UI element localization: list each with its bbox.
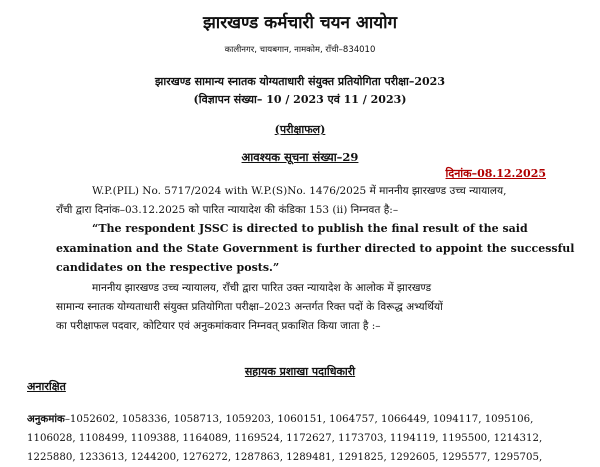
paragraph-line: का परीक्षाफल पदवार, कोटियार एवं अनुकमांकवार निम्नवत् प्रकाशित किया जाता है :–	[56, 320, 381, 332]
paragraph-line: राँची द्वारा दिनांक–03.12.2025 को पारित न्यायादेश की कंडिका 153 (ii) निम्नवत है:–	[56, 204, 399, 216]
roll-number-list	[27, 410, 595, 467]
notice-title: आवश्यक सूचना संख्या–29	[241, 150, 359, 164]
paragraph-line: सामान्य स्नातक योग्यताधारी संयुक्त प्रतियोगिता परीक्षा–2023 अन्तर्गत रिक्त पदों के विरूद्ध अभ्यर्थियों	[56, 301, 443, 313]
court-reference-paragraph	[56, 182, 568, 220]
notice-date: दिनांक–08.12.2025	[445, 167, 546, 180]
category-heading: अनारक्षित	[27, 380, 66, 393]
roll-line: 1106028, 1108499, 1109388, 1164089, 1169524, 1172627, 1173703, 1194119, 1195500, 1214312,	[27, 433, 543, 444]
advertisement-line: (विज्ञापन संख्या– 10 / 2023 एवं 11 / 2023)	[193, 93, 407, 106]
org-address: कालीनगर, चायबगान, नामकोम, राँची–834010	[224, 45, 376, 55]
quote-line: “The respondent JSSC is directed to publish the final result of the said	[92, 222, 528, 235]
result-label: (परीक्षाफल)	[274, 123, 326, 136]
quote-line: examination and the State Government is further directed to appoint the successful	[56, 241, 575, 255]
paragraph-line: W.P.(PIL) No. 5717/2024 with W.P.(S)No. 1476/2025 में माननीय झारखण्ड उच्च न्यायालय,	[92, 185, 507, 197]
court-quote	[56, 219, 575, 278]
roll-label: अनुकमांक	[27, 413, 65, 425]
post-title: सहायक प्रशाखा पदाधिकारी	[244, 365, 356, 378]
roll-line: 1225880, 1233613, 1244200, 1276272, 1287863, 1289481, 1291825, 1292605, 1295577, 1295705,	[27, 452, 543, 463]
result-intro-paragraph	[56, 279, 568, 336]
quote-line: candidates on the respective posts.”	[56, 261, 280, 274]
roll-numbers: 1052602, 1058336, 1058713, 1059203, 1060151, 1064757, 1066449, 1094117, 1095106,	[69, 414, 534, 425]
paragraph-line: माननीय झारखण्ड उच्च न्यायालय, राँची द्वारा पारित उक्त न्यायादेश के आलोक में झारखण्ड	[92, 282, 432, 294]
exam-title: झारखण्ड सामान्य स्नातक योग्यताधारी संयुक्त प्रतियोगिता परीक्षा–2023	[155, 75, 445, 88]
roll-line: अनुकमांक–1052602, 1058336, 1058713, 1059203, 1060151, 1064757, 1066449, 1094117, 1095106,	[27, 413, 534, 425]
org-title: झारखण्ड कर्मचारी चयन आयोग	[202, 13, 398, 33]
